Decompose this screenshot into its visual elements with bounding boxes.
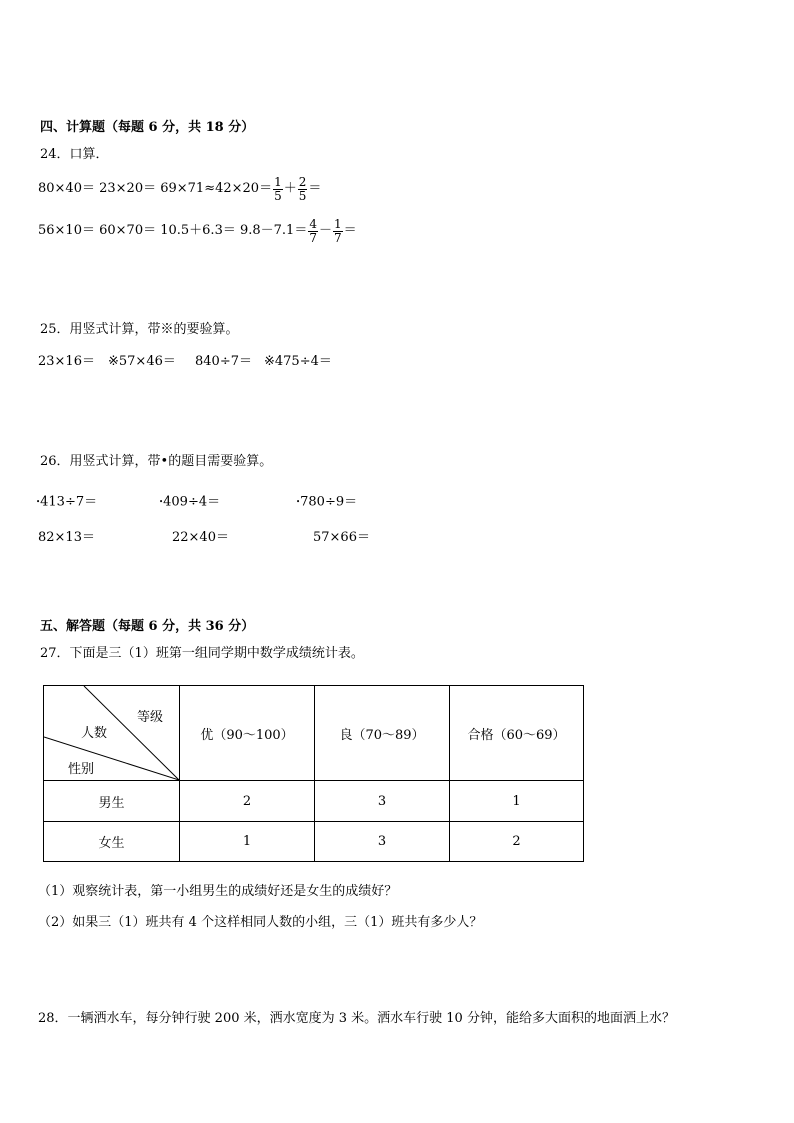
q24-row-1-expressions: 80×40＝ 23×20＝ 69×71≈42×20＝ [38, 181, 273, 196]
q24-row-2-expressions: 56×10＝ 60×70＝ 10.5＋6.3＝ 9.8－7.1＝ [38, 223, 308, 238]
fraction-4-7 [308, 218, 318, 245]
fraction-1-7 [333, 218, 343, 245]
question-27-title: 27．下面是三（1）班第一组同学期中数学成绩统计表。 [40, 646, 364, 661]
fraction-denominator: 7 [333, 230, 342, 245]
table-cell: 1 [450, 781, 584, 822]
fraction-numerator: 1 [274, 174, 282, 189]
question-28-title: 28．一辆洒水车，每分钟行驶 200 米，洒水宽度为 3 米。洒水车行驶 10 分钟，能给多大面积的地面洒上水？ [38, 1011, 675, 1026]
row-label: 男生 [44, 781, 180, 822]
section-5-heading: 五、解答题（每题 6 分，共 36 分） [40, 619, 255, 634]
verify-mark: • [36, 498, 41, 506]
column-header: 良（70～89） [315, 686, 450, 781]
q24-row-2 [38, 213, 357, 249]
fraction-2-5 [298, 176, 308, 203]
q26-item-5: 22×40＝ [172, 530, 229, 545]
table-row [44, 781, 584, 822]
corner-label-gender: 性别 [68, 762, 95, 777]
q26-expression: 413÷7＝ [40, 494, 98, 510]
q26-item-4: 82×13＝ [38, 530, 95, 545]
q26-item-6: 57×66＝ [313, 530, 370, 545]
table-cell: 2 [180, 781, 315, 822]
verify-mark: • [296, 498, 301, 506]
equals-sign: ＝ [308, 181, 322, 196]
grade-statistics-table [43, 685, 584, 862]
table-header-row [44, 686, 584, 781]
diagonal-lines [44, 686, 179, 780]
table-cell: 3 [315, 781, 450, 822]
fraction-numerator: 1 [333, 216, 342, 231]
operator-minus: － [318, 223, 332, 238]
q26-expression: 780÷9＝ [300, 494, 358, 510]
table-row [44, 822, 584, 862]
fraction-denominator: 5 [274, 188, 282, 203]
q25-item-4: ※475÷4＝ [264, 354, 332, 369]
fraction-numerator: 2 [298, 174, 307, 189]
column-header: 合格（60～69） [450, 686, 584, 781]
question-26-title: 26．用竖式计算，带•的题目需要验算。 [40, 454, 273, 469]
table-cell: 2 [450, 822, 584, 862]
question-24-title: 24．口算． [40, 147, 109, 162]
operator-plus: ＋ [283, 181, 297, 196]
fraction-denominator: 7 [309, 230, 317, 245]
fraction-numerator: 4 [309, 216, 317, 231]
fraction-denominator: 5 [298, 188, 307, 203]
table-cell: 1 [180, 822, 315, 862]
equals-sign: ＝ [343, 223, 357, 238]
row-label: 女生 [44, 822, 180, 862]
q27-sub-question-1: （1）观察统计表，第一小组男生的成绩好还是女生的成绩好？ [38, 884, 398, 899]
q26-item-3 [296, 493, 357, 512]
q24-row-1 [38, 171, 321, 207]
column-header: 优（90～100） [180, 686, 315, 781]
corner-label-count: 人数 [81, 726, 108, 741]
table-cell: 3 [315, 822, 450, 862]
table-corner-cell [44, 686, 180, 781]
q27-sub-question-2: （2）如果三（1）班共有 4 个这样相同人数的小组，三（1）班共有多少人？ [38, 915, 483, 930]
q25-item-1: 23×16＝ [38, 354, 95, 369]
verify-mark: • [159, 498, 164, 506]
q26-item-2 [159, 493, 220, 512]
q25-item-2: ※57×46＝ [108, 354, 176, 369]
fraction-1-5 [273, 176, 283, 203]
q25-item-3: 840÷7＝ [195, 354, 252, 369]
q26-item-1 [36, 493, 97, 512]
section-4-heading: 四、计算题（每题 6 分，共 18 分） [40, 120, 255, 135]
question-25-title: 25．用竖式计算，带※的要验算。 [40, 322, 239, 337]
q26-expression: 409÷4＝ [163, 494, 221, 510]
corner-label-grade: 等级 [137, 710, 164, 725]
